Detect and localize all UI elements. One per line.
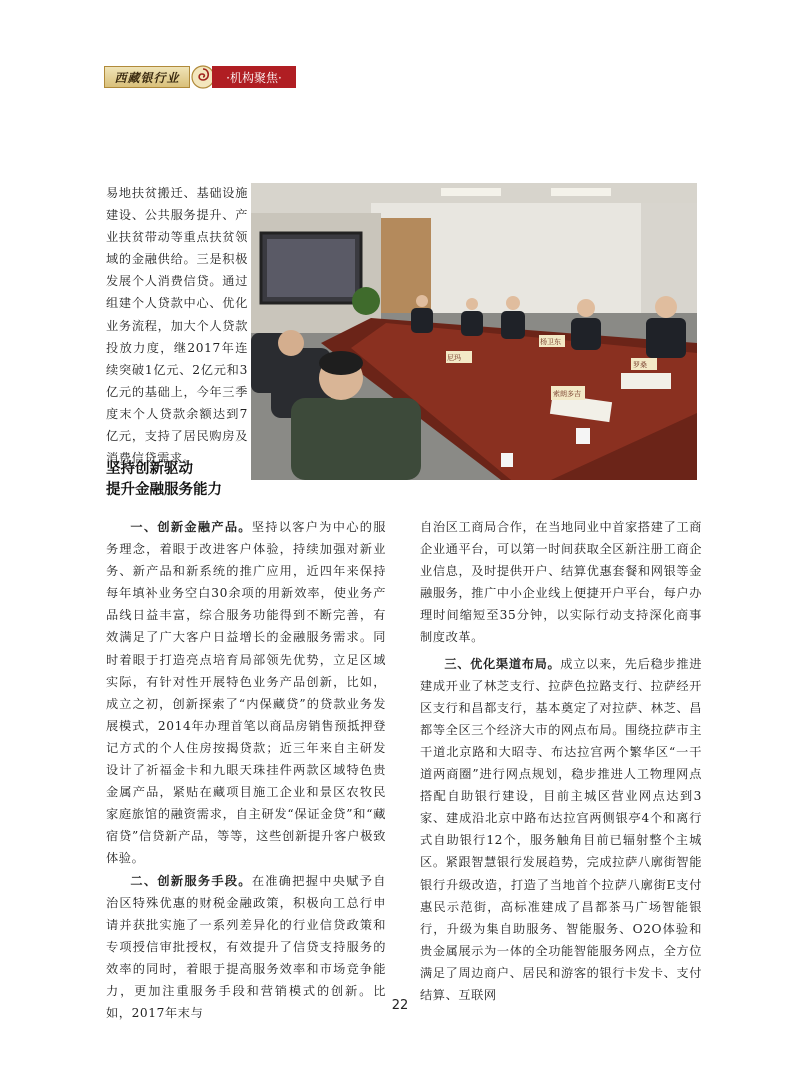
section-heading-line1: 坚持创新驱动 <box>106 461 193 477</box>
section-heading <box>106 459 266 501</box>
paragraph-2-title: 二、创新服务手段。 <box>130 873 252 888</box>
paragraph-1 <box>106 516 386 870</box>
nameplate-3: 索朗多吉 <box>553 390 581 398</box>
paragraph-2-continued: 自治区工商局合作，在当地同业中首家搭建了工商企业通平台，可以第一时间获取全区新注册工商企业信息，及时提供开户、结算优惠套餐和网银等金融服务，推广中小企业线上便捷开户平台，每户办理时间缩短至35分钟，以实际行动支持深化商事制度改革。 <box>420 520 702 645</box>
section-label: ·机构聚焦· <box>212 66 296 88</box>
paragraph-2-body: 在准确把握中央赋予自治区特殊优惠的财税金融政策，积极向工总行申请并获批实施了一系列差异化的行业信贷政策和专项授信审批授权，有效提升了信贷支持服务的效率的同时，着眼于提高服务效率和市场竞争能力，更加注重服务手段和营销模式的创新。比如，2017年末与 <box>106 873 387 1021</box>
meeting-photo <box>251 183 697 480</box>
nameplate-1: 尼玛 <box>447 354 461 362</box>
publication-logo: 西藏银行业 <box>104 66 190 88</box>
paragraph-3-title: 三、优化渠道布局。 <box>444 656 561 671</box>
paragraph-3 <box>420 653 702 1007</box>
nameplate-4: 罗桑 <box>633 361 647 369</box>
nameplate-2: 杨卫东 <box>540 338 561 346</box>
paragraph-1-body: 坚持以客户为中心的服务理念，着眼于改进客户体验，持续加强对新业务、新产品和新系统的推广应用，近四年来保持每年填补业务空白30余项的用新效率，使业务产品线日益丰富，综合服务功能得到不断完善，有效满足了广大客户日益增长的金融服务需求。同时着眼于打造亮点培育局部领先优势，立足区域实际，有针对性开展特色业务产品创新，比如，成立之初，创新探索了“内保藏贷”的贷款业务发展模式，2014年办理首笔以商品房销售预抵押登记方式的个人住房按揭贷款；近三年来自主研发设计了祈福金卡和九眼天珠挂件两款区域特色贵金属产品，紧贴在藏项目施工企业和景区农牧民家庭旅馆的融资需求，自主研发“保证金贷”和“藏宿贷”信贷新产品，等等，这些创新提升客户极致体验。 <box>106 520 387 866</box>
paragraph-3-body: 成立以来，先后稳步推进建成开业了林芝支行、拉萨色拉路支行、拉萨经开区支行和昌都支行，基本奠定了对拉萨、林芝、昌都等全区三个经济大市的网点布局。围绕拉萨市主干道北京路和大昭寺、布达拉宫两个繁华区“一干道两商圈”进行网点规划，稳步推进人工物理网点搭配自助银行建设，目前主城区营业网点达到3家、建成沿北京中路布达拉宫两侧银亭4个和离行式自助银行12个，服务触角目前已辐射整个主城区。紧跟智慧银行发展趋势，完成拉萨八廓街智能银行升级改造，打造了当地首个拉萨八廓街E支付惠民示范街，高标准建成了昌都茶马广场智能银行，升级为集自助服务、智能服务、O2O体验和贵金属展示为一体的全功能智能服务网点，全方位满足了周边商户、居民和游客的银行卡发卡、支付结算、互联网 <box>420 656 702 1002</box>
section-banner <box>104 66 296 88</box>
left-column <box>106 516 386 1024</box>
section-heading-line2: 提升金融服务能力 <box>106 482 222 498</box>
right-column <box>420 516 702 1006</box>
page-number: 22 <box>391 998 409 1013</box>
intro-paragraph: 易地扶贫搬迁、基础设施建设、公共服务提升、产业扶贫带动等重点扶贫领域的金融供给。三是积极发展个人消费信贷。通过组建个人贷款中心、优化业务流程，加大个人贷款投放力度，继2017年连续突破1亿元、2亿元和3亿元的基础上，今年三季度末个人贷款余额达到7亿元，支持了居民购房及消费信贷需求。 <box>106 186 248 466</box>
intro-text-block <box>106 182 248 469</box>
paragraph-1-title: 一、创新金融产品。 <box>130 520 252 534</box>
